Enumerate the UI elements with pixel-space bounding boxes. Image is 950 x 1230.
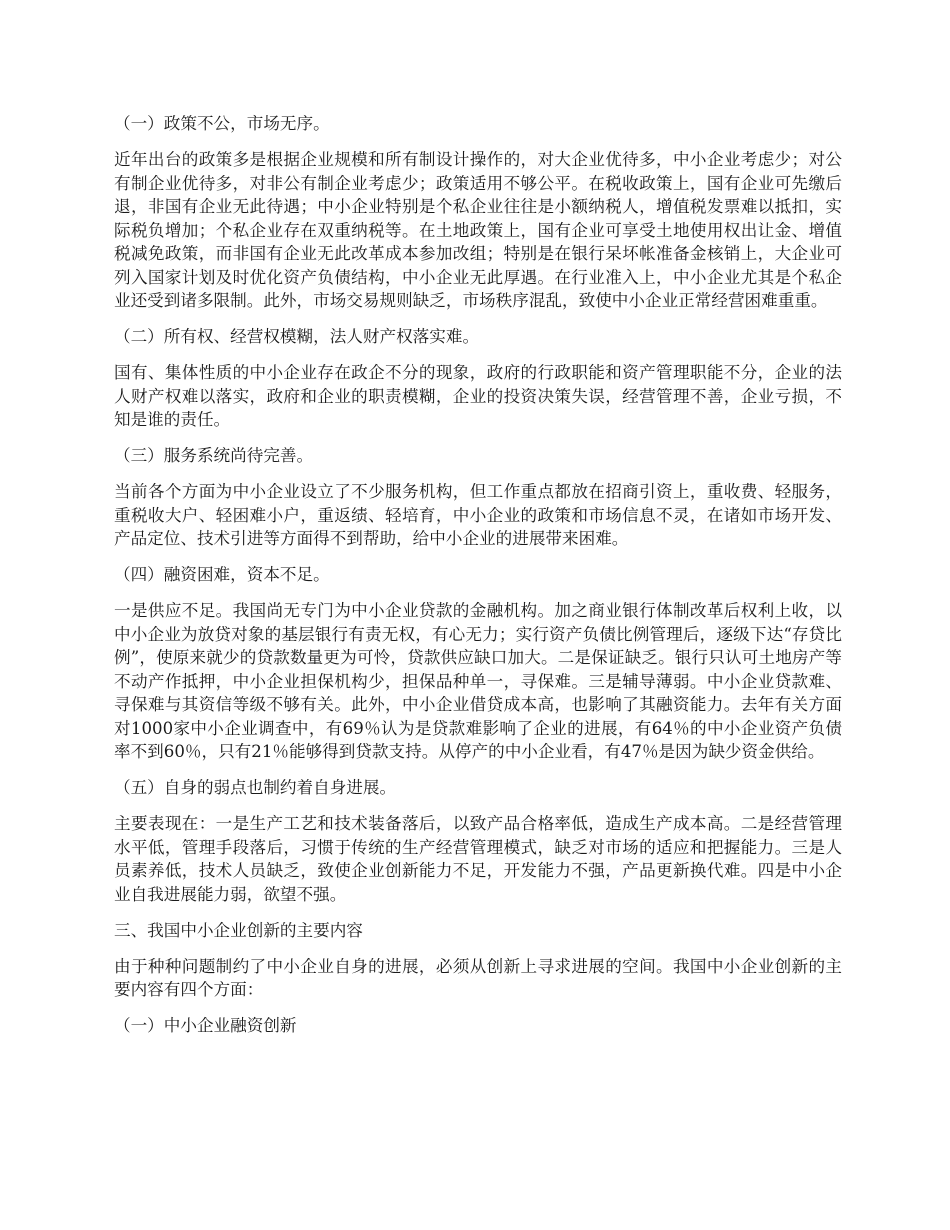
section-heading-financing-innovation: （一）中小企业融资创新 bbox=[114, 1016, 297, 1035]
paragraph-ownership: 国有、集体性质的中小企业存在政企不分的现象，政府的行政职能和资产管理职能不分，企业的法人财产权难以落实，政府和企业的职责模糊，企业的投资决策失误，经营管理不善，企业亏损，不知是谁的责任。 bbox=[114, 363, 842, 429]
section-heading-policy: （一）政策不公，市场无序。 bbox=[114, 114, 330, 133]
paragraph-service: 当前各个方面为中小企业设立了不少服务机构，但工作重点都放在招商引资上，重收费、轻服务，重税收大户、轻困难小户，重返绩、轻培育，中小企业的政策和市场信息不灵，在诸如市场开发、产品定位、技术引进等方面得不到帮助，给中小企业的进展带来困难。 bbox=[114, 482, 842, 548]
paragraph-weakness: 主要表现在：一是生产工艺和技术装备落后，以致产品合格率低，造成生产成本高。二是经营管理水平低，管理手段落后，习惯于传统的生产经营管理模式，缺乏对市场的适应和把握能力。三是人员素养低，技术人员缺乏，致使企业创新能力不足，开发能力不强，产品更新换代难。四是中小企业自我进展能力弱，欲望不强。 bbox=[114, 814, 842, 904]
section-heading-weakness: （五）自身的弱点也制约着自身进展。 bbox=[114, 778, 397, 797]
document-body bbox=[114, 112, 842, 1050]
paragraph-financing: 一是供应不足。我国尚无专门为中小企业贷款的金融机构。加之商业银行体制改革后权利上收，以中小企业为放贷对象的基层银行有责无权，有心无力；实行资产负债比例管理后，逐级下达“存贷比例”，使原来就少的贷款数量更为可怜，贷款供应缺口加大。二是保证缺乏。银行只认可土地房产等不动产作抵押，中小企业担保机构少，担保品种单一，寻保难。三是辅导薄弱。中小企业贷款难、寻保难与其资信等级不够有关。此外，中小企业借贷成本高，也影响了其融资能力。去年有关方面对1000家中小企业调查中，有69％认为是贷款难影响了企业的进展，有64％的中小企业资产负债率不到60％，只有21％能够得到贷款支持。从停产的中小企业看，有47％是因为缺少资金供给。 bbox=[114, 601, 842, 761]
section-heading-ownership: （二）所有权、经营权模糊，法人财产权落实难。 bbox=[114, 327, 480, 346]
section-heading-financing: （四）融资困难，资本不足。 bbox=[114, 565, 330, 584]
paragraph-policy: 近年出台的政策多是根据企业规模和所有制设计操作的，对大企业优待多，中小企业考虑少；对公有制企业优待多，对非公有制企业考虑少；政策适用不够公平。在税收政策上，国有企业可先缴后退，非国有企业无此待遇；中小企业特别是个私企业往往是小额纳税人，增值税发票难以抵扣，实际税负增加；个私企业存在双重纳税等。在土地政策上，国有企业可享受土地使用权出让金、增值税减免政策，而非国有企业无此改革成本参加改组；特别是在银行呆坏帐准备金核销上，大企业可列入国家计划及时优化资产负债结构，中小企业无此厚遇。在行业准入上，中小企业尤其是个私企业还受到诸多限制。此外，市场交易规则缺乏，市场秩序混乱，致使中小企业正常经营困难重重。 bbox=[114, 150, 842, 310]
section-heading-service: （三）服务系统尚待完善。 bbox=[114, 446, 314, 465]
paragraph-innovation-intro: 由于种种问题制约了中小企业自身的进展，必须从创新上寻求进展的空间。我国中小企业创新的主要内容有四个方面： bbox=[114, 956, 842, 999]
chapter-heading-innovation: 三、我国中小企业创新的主要内容 bbox=[114, 920, 363, 940]
